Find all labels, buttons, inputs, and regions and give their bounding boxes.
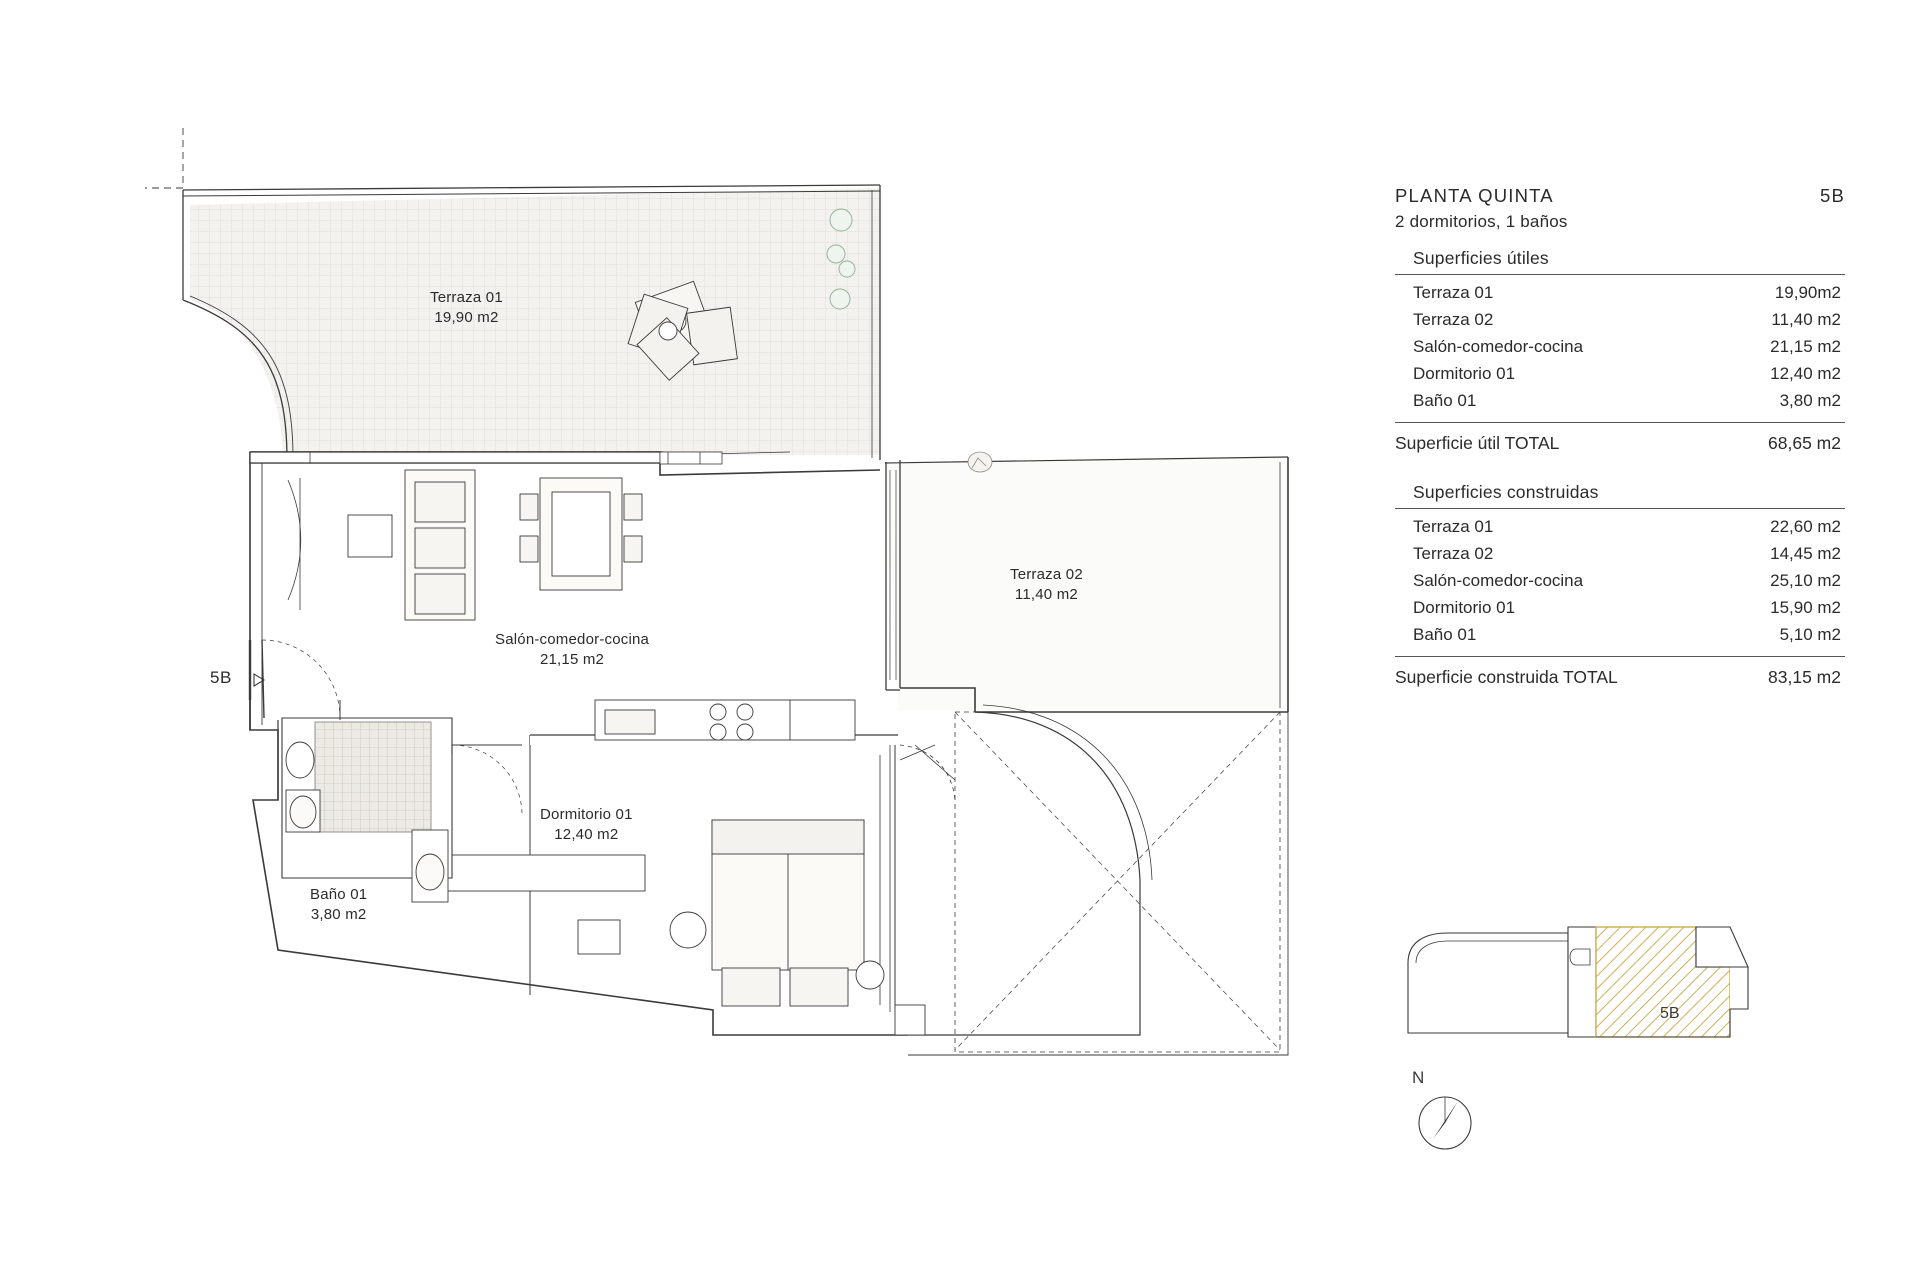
- north-letter: N: [1412, 1068, 1425, 1087]
- useful-areas-list: [1395, 275, 1845, 414]
- key-plan-unit-label: 5B: [1660, 1005, 1680, 1022]
- row-label: Dormitorio 01: [1413, 597, 1516, 617]
- useful-total-label: Superficie útil TOTAL: [1395, 433, 1560, 453]
- key-plan-diagram: [1400, 905, 1820, 1065]
- built-total-label: Superficie construida TOTAL: [1395, 667, 1618, 687]
- row-value: 12,40 m2: [1770, 363, 1841, 383]
- built-areas-list: [1395, 509, 1845, 648]
- table-row: [1395, 360, 1845, 387]
- table-row: [1395, 540, 1845, 567]
- useful-total-value: 68,65 m2: [1768, 433, 1841, 453]
- row-value: 15,90 m2: [1770, 597, 1841, 617]
- panel-subtitle: 2 dormitorios, 1 baños: [1395, 212, 1568, 231]
- floor-title: PLANTA QUINTA: [1395, 185, 1554, 206]
- row-label: Baño 01: [1413, 624, 1477, 644]
- room-label-dormitorio-01: Dormitorio 01 12,40 m2: [540, 806, 633, 844]
- row-label: Salón-comedor-cocina: [1413, 336, 1584, 356]
- row-label: Terraza 01: [1413, 516, 1494, 536]
- room-label-terraza-01: Terraza 01 19,90 m2: [430, 289, 503, 327]
- row-value: 21,15 m2: [1770, 336, 1841, 356]
- built-areas-title: Superficies construidas: [1395, 482, 1845, 509]
- table-row: [1395, 513, 1845, 540]
- useful-total-row: [1395, 422, 1845, 454]
- row-value: 25,10 m2: [1770, 570, 1841, 590]
- table-row: [1395, 621, 1845, 648]
- room-label-terraza-02: Terraza 02 11,40 m2: [1010, 566, 1083, 604]
- panel-spacer: [1395, 454, 1845, 482]
- built-total-value: 83,15 m2: [1768, 667, 1841, 687]
- table-row: [1395, 333, 1845, 360]
- row-value: 14,45 m2: [1770, 543, 1841, 563]
- table-row: [1395, 567, 1845, 594]
- row-label: Dormitorio 01: [1413, 363, 1516, 383]
- plan-unit-marker: 5B: [210, 668, 232, 687]
- useful-areas-title: Superficies útiles: [1395, 248, 1845, 275]
- panel-header: [1395, 185, 1845, 207]
- compass-icon: [1400, 1075, 1490, 1165]
- row-label: Terraza 02: [1413, 543, 1494, 563]
- row-label: Terraza 01: [1413, 282, 1494, 302]
- row-label: Terraza 02: [1413, 309, 1494, 329]
- row-value: 5,10 m2: [1779, 624, 1841, 644]
- unit-code: 5B: [1819, 185, 1845, 206]
- room-label-bano-01: Baño 01 3,80 m2: [310, 886, 368, 924]
- row-value: 19,90m2: [1774, 282, 1841, 302]
- row-label: Baño 01: [1413, 390, 1477, 410]
- row-value: 11,40 m2: [1771, 309, 1841, 329]
- row-value: 3,80 m2: [1779, 390, 1841, 410]
- table-row: [1395, 594, 1845, 621]
- row-label: Salón-comedor-cocina: [1413, 570, 1584, 590]
- specifications-panel: [1395, 185, 1845, 688]
- table-row: [1395, 279, 1845, 306]
- table-row: [1395, 306, 1845, 333]
- room-label-salon-comedor-cocina: Salón-comedor-cocina 21,15 m2: [495, 631, 650, 669]
- built-total-row: [1395, 656, 1845, 688]
- entry-direction-arrow-icon: [252, 672, 268, 688]
- row-value: 22,60 m2: [1770, 516, 1841, 536]
- table-row: [1395, 387, 1845, 414]
